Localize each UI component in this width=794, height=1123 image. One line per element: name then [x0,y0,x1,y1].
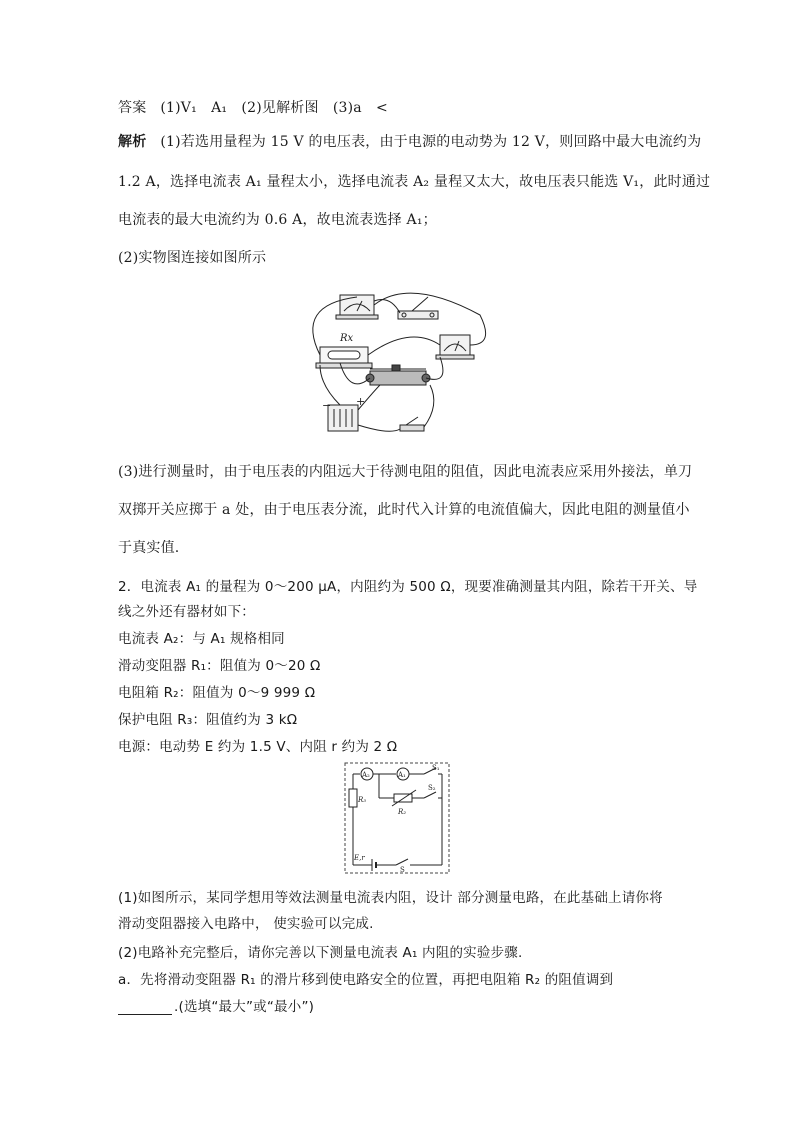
battery-icon [328,405,358,431]
ammeter-icon [440,335,470,357]
q2-stem-0: 2．电流表 A₁ 的量程为 0～200 μA，内阻约为 500 Ω，现要准确测量其内阻，除若干开关、导 [118,579,698,595]
q2-part2a-0: a．先将滑动变阻器 R₁ 的滑片移到使电路安全的位置，再把电阻箱 R₂ 的阻值调到 [118,972,614,988]
a1-label: A₁ [398,771,406,779]
q2-part1-0: (1)如图所示，某同学想用等效法测量电流表内阻，设计 部分测量电路，在此基础上请你将 [118,890,663,906]
analysis-p1-1: 1.2 A，选择电流表 A₁ 量程太小，选择电流表 A₂ 量程又太大，故电压表只能选 V₁，此时通过 [118,174,711,190]
s2-label: S₂ [428,784,436,792]
r3-label: R₃ [358,796,367,804]
a2-label: A₂ [362,771,370,779]
q2-part2a-line2 [118,995,314,1015]
answer-label: 答案 [118,100,147,116]
analysis-p1-2: 电流表的最大电流约为 0.6 A，故电流表选择 A₁； [118,212,437,228]
analysis-p3-0: (3)进行测量时，由于电压表的内阻远大于待测电阻的阻值，因此电流表应采用外接法，单刀 [118,464,693,480]
voltmeter-icon [340,295,374,317]
rheostat-icon [370,371,426,385]
q2-item-0: 电流表 A₂：与 A₁ 规格相同 [118,631,285,647]
s1-label: S₁ [432,764,440,772]
switch-s-icon [396,859,408,865]
analysis-p1-0: (1)若选用量程为 15 V 的电压表，由于电源的电动势为 12 V，则回路中最大电流约为 [160,134,702,150]
answer-blank[interactable] [118,1000,172,1015]
q2-item-1: 滑动变阻器 R₁：阻值为 0～20 Ω [118,658,321,674]
rx-label: Rx [340,333,354,344]
wiring-figure [300,285,500,445]
answer-line [118,97,388,117]
s-label: S [400,866,405,874]
analysis-p3-2: 于真实值. [118,540,180,556]
minus-label: − [322,399,332,412]
q2-part2a-1: .(选填“最大”或“最小”) [174,999,315,1015]
q2-item-4: 电源：电动势 E 约为 1.5 V、内阻 r 约为 2 Ω [118,739,398,755]
answer-text: (1)V₁ A₁ (2)见解析图 (3)a < [160,100,388,116]
resistor-box-r2-icon [394,794,412,802]
bottom-switch-icon [400,425,424,431]
q2-stem-1: 线之外还有器材如下： [118,604,255,620]
circuit-figure [344,762,450,874]
analysis-line-1 [118,131,701,151]
q2-part1-1: 滑动变阻器接入电路中， 使实验可以完成. [118,916,374,932]
analysis-p2: (2)实物图连接如图所示 [118,250,267,266]
r2-label: R₂ [398,808,407,816]
switch-icon [398,311,438,319]
er-label: E,r [354,854,365,862]
switch-s2-icon [424,792,436,798]
q2-part2: (2)电路补充完整后，请你完善以下测量电流表 A₁ 内阻的实验步骤. [118,945,523,961]
q2-item-3: 保护电阻 R₃：阻值约为 3 kΩ [118,712,298,728]
q2-item-2: 电阻箱 R₂：阻值为 0～9 999 Ω [118,685,316,701]
analysis-label: 解析 [118,134,147,150]
resistor-r3-icon [349,789,357,807]
plus-label: + [356,395,366,408]
analysis-p3-1: 双掷开关应掷于 a 处，由于电压表分流，此时代入计算的电流值偏大，因此电阻的测量值小 [118,502,690,518]
